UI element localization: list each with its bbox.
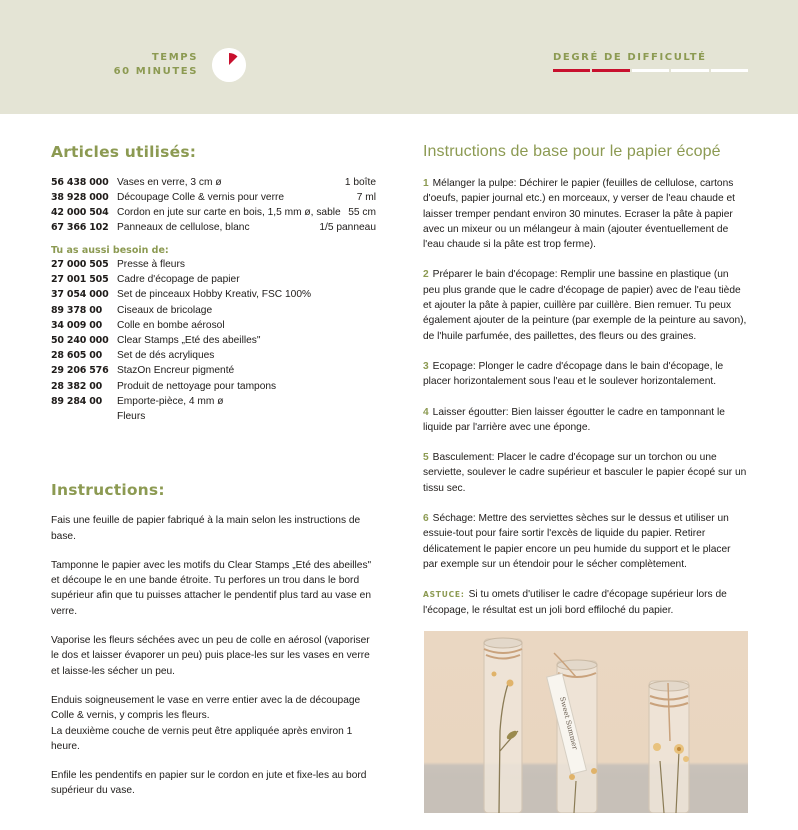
instruction-paragraph: Fais une feuille de papier fabriqué à la main selon les instructions de base. xyxy=(51,515,361,542)
also-needed-title: Tu as aussi besoin de: xyxy=(51,245,169,256)
also-code: 89 284 00 xyxy=(51,395,103,407)
also-code: 50 240 000 xyxy=(51,335,109,347)
also-desc: Set de dés acryliques xyxy=(117,350,215,362)
instruction-paragraph: Enduis soigneusement le vase en verre entier avec la de découpage Colle & vernis, y compris les fleurs. xyxy=(51,694,361,722)
article-row xyxy=(51,175,376,190)
instruction-paragraph: Enfile les pendentifs en papier sur le cordon en jute et fixe-les au bord supérieur du vase. xyxy=(51,770,367,797)
instruction-paragraph: La deuxième couche de vernis peut être appliquée après environ 1 heure. xyxy=(51,725,353,752)
also-desc: Produit de nettoyage pour tampons xyxy=(117,380,277,392)
step-text: Laisser égoutter: Bien laisser égoutter le cadre en tamponnant le liquide par l'arrière avec une éponge. xyxy=(423,406,725,433)
articles-title: Articles utilisés: xyxy=(51,143,197,161)
difficulty-bar-2 xyxy=(592,69,629,72)
also-row xyxy=(51,287,376,302)
also-desc: Emporte-pièce, 4 mm ø xyxy=(117,395,224,407)
also-code: 29 206 576 xyxy=(51,365,109,377)
also-row xyxy=(51,318,376,333)
instruction-paragraph: Tamponne le papier avec les motifs du Clear Stamps „Eté des abeilles" et découpe le en une bande étroite. Tu perfores un trou dans le bord supérieur afin que tu puisses attacher le pendentif plus tard au vase en verre. xyxy=(51,559,372,617)
article-desc: Découpage Colle & vernis pour verre xyxy=(117,192,285,203)
article-code: 42 000 504 xyxy=(51,207,109,218)
base-step xyxy=(423,176,748,252)
article-qty: 7 ml xyxy=(356,192,376,203)
also-code: 27 000 505 xyxy=(51,259,109,270)
instructions-title: Instructions: xyxy=(51,481,165,500)
step-number: 1 xyxy=(423,178,429,189)
articles-list xyxy=(51,175,376,235)
also-desc: StazOn Encreur pigmenté xyxy=(117,365,235,377)
article-qty: 1 boîte xyxy=(344,177,376,188)
also-desc: Presse à fleurs xyxy=(117,259,185,270)
step-number: 2 xyxy=(423,269,429,281)
also-code: 89 378 00 xyxy=(51,304,103,316)
base-instructions-title: Instructions de base pour le papier écopé xyxy=(423,143,721,160)
article-code: 38 928 000 xyxy=(51,192,109,203)
also-code: 34 009 00 xyxy=(51,319,103,331)
difficulty-bar-1 xyxy=(553,69,590,72)
also-desc: Clear Stamps „Eté des abeilles" xyxy=(117,335,261,347)
also-desc: Fleurs xyxy=(117,411,146,423)
also-code: 37 054 000 xyxy=(51,289,109,301)
article-desc: Cordon en jute sur carte en bois, 1,5 mm ø, sable xyxy=(117,207,341,218)
right-column xyxy=(423,140,748,618)
also-row xyxy=(51,257,376,272)
time-value: 60 MINUTES xyxy=(113,66,198,77)
time-info xyxy=(114,51,198,79)
base-step xyxy=(423,450,748,496)
also-code: 28 382 00 xyxy=(51,380,103,392)
instruction-paragraph: Vaporise les fleurs séchées avec un peu de colle en aérosol (vaporiser le dos et laisser évaporer un peu) puis place-les sur les vases en verre et laisse-les sécher un peu. xyxy=(51,635,370,677)
also-desc: Colle en bombe aérosol xyxy=(117,319,225,331)
base-step xyxy=(423,405,748,436)
also-row xyxy=(51,348,376,363)
step-text: Séchage: Mettre des serviettes sèches sur le dessus et utiliser un essuie-tout pour faire sortir l'excès de liquide du papier. Retirer délicatement le papier encore un peu humide du support et le placer par exemple sur un étendoir pour le sécher complètement. xyxy=(423,513,731,570)
article-qty: 55 cm xyxy=(348,207,376,218)
base-step xyxy=(423,511,748,572)
vases-photo xyxy=(424,631,748,813)
difficulty-bar-4 xyxy=(671,69,708,72)
also-code: 28 605 00 xyxy=(51,350,103,362)
article-row xyxy=(51,190,376,205)
also-code: 27 001 505 xyxy=(51,274,109,286)
base-step xyxy=(423,359,748,390)
step-number: 6 xyxy=(423,513,429,525)
article-code: 56 438 000 xyxy=(51,177,109,188)
also-row xyxy=(51,379,376,394)
difficulty-label: DEGRÉ DE DIFFICULTÉ xyxy=(553,52,707,63)
article-row xyxy=(51,205,376,220)
base-step xyxy=(423,267,748,343)
also-desc: Ciseaux de bricolage xyxy=(117,304,213,316)
left-column xyxy=(51,140,376,799)
tip-text: Si tu omets d'utiliser le cadre d'écopage supérieur lors de l'écopage, le résultat est un joli bord effiloché du papier. xyxy=(423,589,727,616)
difficulty-meter xyxy=(553,69,748,72)
article-desc: Panneaux de cellulose, blanc xyxy=(117,222,250,233)
also-row xyxy=(51,394,376,409)
difficulty-bar-5 xyxy=(711,69,748,72)
step-text: Préparer le bain d'écopage: Remplir une bassine en plastique (un peu plus grande que le cadre d'écopage de papier) avec de l'eau tiède et ajouter la pâte à papier, cuillère par cuillère. Bien remuer. Tu peux également ajouter de la peinture (par exemple de la peinture au savon), de l'huile parfumée, des paillettes, des fleurs ou des graines. xyxy=(423,269,747,342)
time-label: TEMPS xyxy=(151,52,198,63)
difficulty-bar-3 xyxy=(632,69,669,72)
step-text: Basculement: Placer le cadre d'écopage sur un torchon ou une serviette, soulever le cadre supérieur et basculer le papier écopé sur un tissu sec. xyxy=(423,452,747,494)
tip-label: ASTUCE: xyxy=(423,590,465,600)
article-desc: Vases en verre, 3 cm ø xyxy=(117,177,222,188)
step-text: Mélanger la pulpe: Déchirer le papier (feuilles de cellulose, cartons d'oeufs, papier journal etc.) en morceaux, y verser de l'eau chaude et laisser tremper pendant environ 30 minutes. Ecraser la pâte à papier avec un mixeur ou un mélangeur à main (ajouter éventuellement de l'eau chaude si la pâte est trop ferme). xyxy=(423,178,735,251)
article-qty: 1/5 panneau xyxy=(319,222,376,233)
also-row xyxy=(51,409,376,424)
also-desc: Set de pinceaux Hobby Kreativ, FSC 100% xyxy=(117,289,312,301)
article-row xyxy=(51,220,376,235)
step-number: 5 xyxy=(423,452,429,464)
tag-text: Sweet Summer xyxy=(558,695,579,751)
also-row xyxy=(51,363,376,378)
tip xyxy=(423,587,748,618)
step-number: 4 xyxy=(423,406,429,418)
also-desc: Cadre d'écopage de papier xyxy=(117,274,240,286)
also-row xyxy=(51,272,376,287)
article-code: 67 366 102 xyxy=(51,222,109,233)
also-needed-list xyxy=(51,257,376,424)
step-number: 3 xyxy=(423,360,429,372)
clock-pie-icon xyxy=(212,48,246,82)
also-row xyxy=(51,333,376,348)
difficulty-info xyxy=(553,51,748,72)
step-text: Ecopage: Plonger le cadre d'écopage dans le bain d'écopage, le placer horizontalement sous l'eau et le soulever horizontalement. xyxy=(423,360,724,388)
also-row xyxy=(51,303,376,318)
